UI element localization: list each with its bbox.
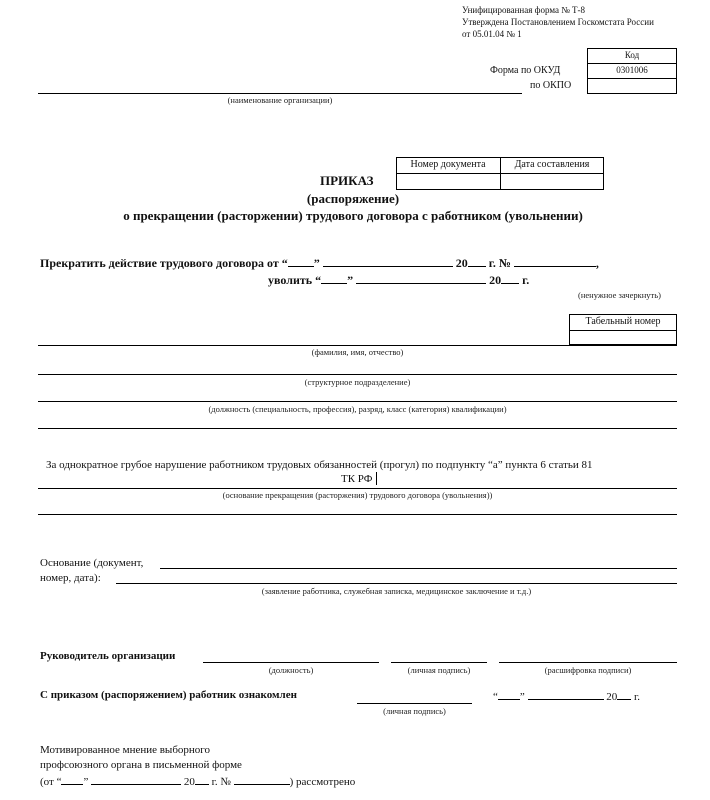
grounds-caption: (основание прекращения (расторжения) трудового договора (увольнения)) (222, 490, 493, 500)
ack-month[interactable] (528, 689, 604, 700)
head-signature-line[interactable] (391, 662, 487, 663)
union-day[interactable] (61, 774, 83, 785)
head-label: Руководитель организации (40, 650, 176, 662)
order-title: ПРИКАЗ (320, 173, 374, 188)
terminate-month[interactable] (323, 256, 453, 267)
position-line[interactable] (38, 401, 677, 402)
doc-date-header: Дата составления (514, 159, 590, 170)
position-caption: (должность (специальность, профессия), разряд, класс (категория) квалификации) (208, 404, 507, 414)
union-label-2: профсоюзного органа в письменной форме (40, 759, 242, 771)
dismiss-day[interactable] (321, 273, 347, 284)
form-number: Унифицированная форма № Т-8 (462, 5, 586, 15)
dismiss-year[interactable] (501, 273, 519, 284)
tab-number-input[interactable] (571, 332, 675, 344)
strike-note: (ненужное зачеркнуть) (578, 290, 661, 300)
doc-number-header: Номер документа (410, 159, 486, 170)
basis-caption: (заявление работника, служебная записка, медицинское заключение и т.д.) (261, 586, 532, 596)
grounds-text: За однократное грубое нарушение работником трудовых обязанностей (прогул) по подпункту “а” пункта 6 статьи 81 (46, 459, 593, 471)
grounds-line-2[interactable] (38, 514, 677, 515)
basis-line[interactable] (160, 568, 677, 569)
order-purpose: о прекращении (расторжении) трудового договора с работником (увольнении) (123, 208, 583, 223)
union-year[interactable] (195, 774, 209, 785)
basis-label: Основание (документ, (40, 557, 144, 569)
head-signature-caption: (личная подпись) (407, 665, 471, 675)
terminate-year[interactable] (468, 256, 486, 267)
terminate-label: Прекратить действие трудового договора от (40, 256, 279, 270)
doc-date-input[interactable] (502, 175, 602, 189)
ack-signature-line[interactable] (357, 703, 472, 704)
grounds-text-2: ТК РФ (341, 473, 373, 485)
department-line[interactable] (38, 374, 677, 375)
head-position-line[interactable] (203, 662, 379, 663)
basis-line-2[interactable] (116, 583, 677, 584)
department-caption: (структурное подразделение) (304, 377, 411, 387)
head-decode-caption: (расшифровка подписи) (544, 665, 632, 675)
union-date-row: (от “ ” 20 г. № ) рассмотрено (40, 776, 356, 788)
tab-number-header: Табельный номер (585, 316, 661, 327)
head-decode-line[interactable] (499, 662, 677, 663)
okud-code: 0301006 (616, 65, 648, 75)
head-position-caption: (должность) (268, 665, 314, 675)
ack-label: С приказом (распоряжением) работник ознакомлен (40, 689, 297, 701)
dismiss-month[interactable] (356, 273, 486, 284)
union-month[interactable] (91, 774, 181, 785)
form-approval-date: от 05.01.04 № 1 (462, 29, 522, 39)
union-label: Мотивированное мнение выборного (40, 744, 211, 756)
dismiss-label: уволить (268, 273, 313, 287)
form-approval: Утверждена Постановлением Госкомстата России (462, 17, 654, 27)
terminate-row: Прекратить действие трудового договора от “ ” 20 г. № , (40, 256, 599, 270)
terminate-day[interactable] (288, 256, 314, 267)
position-line-2[interactable] (38, 428, 677, 429)
basis-label-2: номер, дата): (40, 572, 101, 584)
fio-line[interactable] (38, 345, 677, 346)
text-cursor (376, 472, 377, 485)
fio-caption: (фамилия, имя, отчество) (311, 347, 404, 357)
okpo-label: по ОКПО (530, 80, 572, 91)
union-number[interactable] (234, 774, 290, 785)
org-name-line[interactable] (38, 93, 522, 94)
contract-number[interactable] (514, 256, 596, 267)
org-name-caption: (наименование организации) (227, 95, 333, 105)
order-subtitle: (распоряжение) (306, 191, 400, 206)
okud-label: Форма по ОКУД (490, 65, 561, 76)
dismiss-row: уволить “ ” 20 г. (268, 273, 530, 287)
ack-year[interactable] (617, 689, 631, 700)
code-header: Код (624, 50, 640, 60)
doc-number-input[interactable] (398, 175, 498, 189)
ack-day[interactable] (498, 689, 520, 700)
grounds-line[interactable] (38, 488, 677, 489)
ack-date-row: “ ” 20 г. (493, 691, 641, 703)
ack-signature-caption: (личная подпись) (383, 706, 446, 716)
